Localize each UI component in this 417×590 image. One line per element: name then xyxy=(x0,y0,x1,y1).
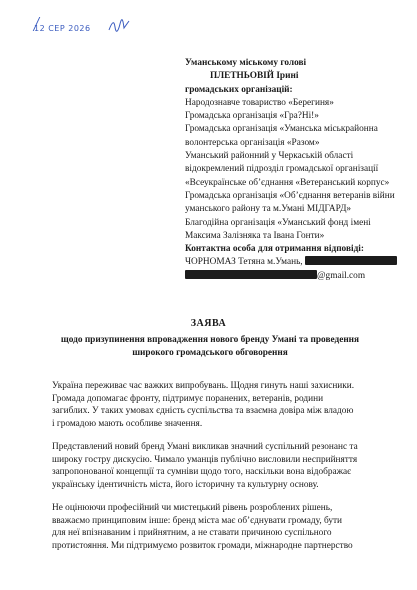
paragraph-line: протистояння. Ми підтримуємо розвиток громади, міжнародне партнерство xyxy=(52,540,353,551)
redacted-phone xyxy=(305,256,397,265)
contact-line xyxy=(185,256,410,269)
subtitle-line: щодо призупинення впровадження нового бренду Умані та проведення xyxy=(60,335,360,345)
paragraph-line: українську ідентичність міста, його історичну та культурну основу. xyxy=(52,479,319,490)
email-domain: @gmail.com xyxy=(317,270,366,281)
addressee-org-line: Народознавче товариство «Берегиня» xyxy=(185,97,334,108)
subtitle-line: широкого громадського обговорення xyxy=(132,347,288,358)
addressee-org-line: Благодійна організація «Уманський фонд імені xyxy=(185,217,371,228)
redacted-email-user xyxy=(185,270,317,279)
addressee-org-line: Громадська організація «Уманська міськрайонна xyxy=(185,124,378,135)
addressee-org-line: відокремлений підрозділ громадської організації xyxy=(185,164,379,175)
document-subtitle xyxy=(60,334,360,359)
paragraph-2 xyxy=(52,441,377,491)
contact-label: Контактна особа для отримання відповіді: xyxy=(185,244,364,255)
addressee-org-line: Максима Залізняка та Івана Гонти» xyxy=(185,230,325,241)
paragraph-line: Представлений новий бренд Умані викликав значний суспільний резонанс та xyxy=(52,442,358,452)
addressee-org-line: волонтерська організація «Разом» xyxy=(185,137,320,148)
addressee-from-label: громадських організацій: xyxy=(185,84,293,95)
paragraph-line: для неї впізнаваним і прийнятним, а не ставати причиною суспільного xyxy=(52,528,332,539)
addressee-recipient-name: ПЛЕТНЬОВІЙ Ірині xyxy=(210,71,299,82)
paragraph-line: широку гостру дискусію. Чимало уманців публічно висловили несприйняття xyxy=(52,454,358,465)
email-line xyxy=(185,270,410,283)
paragraph-1 xyxy=(52,380,377,430)
signature-icon xyxy=(108,18,130,34)
contact-name: ЧОРНОМАЗ Тетяна м.Умань, xyxy=(185,257,303,268)
addressee-org-line: Громадська організація «Об’єднання ветеранів війни xyxy=(185,190,395,201)
paragraph-line: Громада допомагає фронту, підтримує поранених, ветеранів, родини xyxy=(52,393,324,404)
addressee-org-line: уманського району та м.Умані МІДГАРД» xyxy=(185,204,352,215)
addressee-org-line: Громадська організація «Гра?Ні!» xyxy=(185,111,319,122)
paragraph-line: і громадою мають особливе значення. xyxy=(52,418,203,429)
document-title: ЗАЯВА xyxy=(190,318,227,329)
paragraph-line: запропонованої концепції та сумніви щодо того, наскільки вона відображає xyxy=(52,467,352,478)
registration-stamp-date: 12 СЕР 2026 xyxy=(34,24,91,33)
paragraph-3 xyxy=(52,502,377,552)
addressee-org-line: «Всеукраїнське об’єднання «Ветеранський корпус» xyxy=(185,177,390,188)
addressee-recipient-title: Уманському міському голові xyxy=(185,58,307,68)
paragraph-line: Україна переживає час важких випробувань. Щодня гинуть наші захисники. xyxy=(52,381,355,391)
paragraph-line: загиблих. У таких умовах єдність суспільства та взаємна довіра між владою xyxy=(52,406,354,417)
addressee-block xyxy=(185,57,410,283)
addressee-org-line: Уманський районний у Черкаській області xyxy=(185,151,354,162)
paragraph-line: вважаємо принциповим інше: бренд міста має об’єднувати громаду, бути xyxy=(52,515,343,526)
paragraph-line: Не оцінюючи професійний чи мистецький рівень розроблених рішень, xyxy=(52,503,333,513)
